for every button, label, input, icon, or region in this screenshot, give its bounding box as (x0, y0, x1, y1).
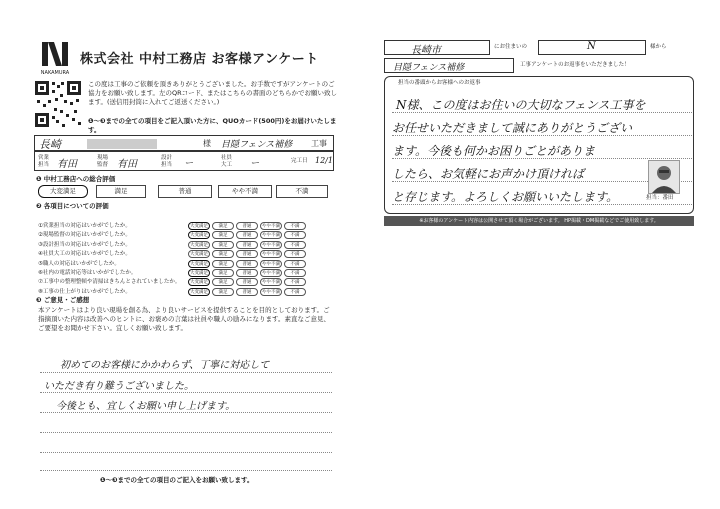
reply-text-line: と存じます。よろしくお願いいたします。 (392, 190, 619, 204)
staff-photo (648, 160, 680, 194)
site-value: 有田 (117, 159, 137, 170)
pill-dissatisfied[interactable]: 不満 (284, 260, 306, 268)
reply-initial: N (587, 41, 596, 52)
staff-name: 番田 (662, 195, 674, 201)
reply-bottom-note: ※お客様のアンケート内容は公開させて頂く場合がございます。 HP掲載・DM掲載などでご使用致します。 (384, 216, 694, 226)
customer-name: 長崎 (39, 138, 61, 151)
logo-text: NAKAMURA (40, 70, 70, 76)
reply-text-line: ます。今後も何かお困りごとがありま (392, 144, 596, 158)
pill-satisfied[interactable]: 満足 (212, 241, 234, 249)
question-text: ②現場監督の対応はいかがでしたか。 (38, 232, 131, 239)
comment-line (40, 452, 332, 453)
pill-dissatisfied[interactable]: 不満 (284, 278, 306, 286)
pill-dissatisfied[interactable]: 不満 (284, 241, 306, 249)
staff-info-row (34, 151, 334, 171)
project-name: 目隠フェンス補修 (221, 140, 293, 150)
reply-city-box (384, 40, 490, 55)
comment-line (40, 470, 332, 471)
question-row (38, 259, 338, 276)
question-row (38, 268, 338, 286)
pill-very-satisfied[interactable]: 大変満足 (190, 252, 208, 258)
comment-handwritten-line: 初めてのお客様にかかわらず、丁寧に対応して (60, 360, 270, 371)
customer-info-row (34, 135, 334, 151)
pill-somewhat-dissatisfied[interactable]: やや不満 (262, 242, 280, 248)
reply-to-label: にお住まいの (494, 44, 528, 50)
pill-dissatisfied[interactable]: 不満 (284, 288, 306, 296)
pill-dissatisfied[interactable]: 不満 (284, 250, 306, 258)
pill-neutral[interactable]: 普通 (236, 250, 258, 258)
customer-suffix: 様 (203, 139, 211, 148)
pill-somewhat-dissatisfied[interactable]: やや不満 (262, 261, 280, 267)
question-text: ④社員大工の対応はいかがでしたか。 (38, 251, 131, 258)
completion-value: 12/1 (315, 156, 333, 165)
pill-neutral[interactable]: 普通 (236, 241, 258, 249)
rating-option-somewhat-dissatisfied[interactable]: やや不満 (218, 185, 272, 198)
pill-somewhat-dissatisfied[interactable]: やや不満 (262, 233, 280, 239)
pill-neutral[interactable]: 普通 (236, 231, 258, 239)
carpenter-value: ー (251, 159, 261, 169)
comment-handwritten-line: 今後とも、宜しくお願い申し上げます。 (56, 401, 236, 412)
pill-very-satisfied[interactable]: 大変満足 (190, 233, 208, 239)
pill-very-satisfied[interactable]: 大変満足 (190, 270, 208, 276)
question-text: ③設計担当の対応はいかがでしたか。 (38, 241, 131, 248)
pill-very-satisfied[interactable]: 大変満足 (190, 261, 208, 267)
pill-very-satisfied[interactable]: 大変満足 (190, 289, 208, 295)
intro-note: ❶〜❸までの全ての項目をご記入頂いた方に、QUOカード(500円)をお届けいたします。 (88, 117, 337, 134)
reply-initial-box (538, 40, 646, 55)
section3-title: ❸ ご意見・ご感想 (36, 296, 90, 304)
reply-text-line: N様、この度はお住いの大切なフェンス工事を (396, 98, 646, 112)
footer-note: ❶〜❸までの全ての項目のご記入をお願い致します。 (100, 476, 254, 484)
comment-line (40, 412, 332, 413)
reply-work-box (384, 58, 514, 73)
rating-option-dissatisfied[interactable]: 不満 (276, 185, 328, 198)
reply-from-label: 様から (650, 44, 667, 50)
pill-satisfied[interactable]: 満足 (212, 231, 234, 239)
question-text: ⑦工事中の整理整頓や清掃はきちんとされていましたか。 (38, 279, 181, 286)
comment-line (40, 432, 332, 433)
pill-dissatisfied[interactable]: 不満 (284, 231, 306, 239)
sales-value: 有田 (57, 159, 77, 170)
pill-satisfied[interactable]: 満足 (212, 222, 234, 230)
sales-label: 営業担当 (38, 155, 50, 168)
pill-dissatisfied[interactable]: 不満 (284, 269, 306, 277)
reply-work: 目隠フェンス補修 (393, 63, 465, 73)
site-label: 現場監督 (97, 155, 109, 168)
reply-text-line: したら、お気軽にお声かけ頂ければ (392, 167, 585, 181)
pill-satisfied[interactable]: 満足 (212, 269, 234, 277)
question-row (38, 221, 338, 239)
staff-label (646, 195, 674, 202)
pill-neutral[interactable]: 普通 (236, 222, 258, 230)
design-value: ー (185, 159, 195, 169)
question-row (38, 212, 338, 229)
pill-somewhat-dissatisfied[interactable]: やや不満 (262, 252, 280, 258)
pill-very-satisfied[interactable]: 大変満足 (190, 224, 208, 229)
rating-option-very-satisfied[interactable]: 大変満足 (38, 185, 88, 198)
rating-pills[interactable] (188, 278, 308, 297)
pill-neutral[interactable]: 普通 (236, 288, 258, 296)
pill-somewhat-dissatisfied[interactable]: やや不満 (262, 289, 280, 295)
carpenter-label: 社員大工 (221, 155, 233, 168)
question-text: ⑧工事の仕上がりはいかがでしたか。 (38, 288, 131, 295)
question-row (38, 278, 338, 295)
pill-satisfied[interactable]: 満足 (212, 250, 234, 258)
qr-code[interactable] (34, 80, 82, 128)
question-row (38, 250, 338, 267)
question-list (38, 212, 338, 295)
staff-label-text: 担当： (646, 195, 663, 201)
rating-option-neutral[interactable]: 普通 (158, 185, 212, 198)
redacted-block (87, 139, 157, 149)
reply-work-note: 工事アンケートのお返事をいただきました！ (520, 62, 630, 68)
pill-satisfied[interactable]: 満足 (212, 278, 234, 286)
rating-option-satisfied[interactable]: 満足 (96, 185, 146, 198)
pill-somewhat-dissatisfied[interactable]: やや不満 (262, 270, 280, 276)
pill-satisfied[interactable]: 満足 (212, 260, 234, 268)
company-logo (38, 40, 72, 74)
section3-note: 本アンケートはより良い現場を創る為、より良いサービスを提供することを目的としております。ご指摘頂いた内容は改善へのヒントに、お褒めの言葉は社員や職人の励みになります。素直なご意見、ご要望をお聞かせ下さい。宜しくお願い致します。 (38, 306, 330, 332)
reply-text-line: お任せいただきまして誠にありがとうござい (392, 121, 633, 135)
pill-neutral[interactable]: 普通 (236, 269, 258, 277)
pill-dissatisfied[interactable]: 不満 (284, 222, 306, 230)
comment-handwritten-line: いただき有り難うございました。 (44, 381, 194, 392)
reply-header: 担当の番頭からお客様へのお返事 (398, 80, 481, 86)
question-row (38, 231, 338, 248)
question-row (38, 240, 338, 258)
pill-neutral[interactable]: 普通 (236, 278, 258, 286)
reply-city: 長崎市 (411, 45, 441, 56)
pill-neutral[interactable]: 普通 (236, 260, 258, 268)
pill-very-satisfied[interactable]: 大変満足 (190, 280, 208, 286)
comment-line (40, 372, 332, 373)
comment-line (40, 392, 332, 393)
pill-somewhat-dissatisfied[interactable]: やや不満 (262, 280, 280, 286)
question-text: ⑤職人の対応はいかがでしたか。 (38, 260, 120, 267)
pill-somewhat-dissatisfied[interactable]: やや不満 (262, 224, 280, 229)
page-title: 株式会社 中村工務店 お客様アンケート (80, 52, 319, 67)
completion-label: 完工日 (291, 158, 308, 164)
pill-satisfied[interactable]: 満足 (212, 288, 234, 296)
design-label: 設計担当 (161, 155, 173, 168)
question-text: ①営業担当の対応はいかがでしたか。 (38, 223, 131, 229)
section2-title: ❷ 各項目についての評価 (36, 202, 109, 210)
section1-title: ❶ 中村工務店への総合評価 (36, 175, 116, 183)
question-text: ⑥社内の電話対応等はいかがでしたか。 (38, 269, 137, 276)
intro-text: この度は工事のご依頼を頂きありがとうございました。お手数ですがアンケートのご協力をお願い致します。左のQRコード、またはこちらの書面のどちらかでお願い致します。(送信用封筒に入れてご返送ください。) (88, 80, 338, 106)
project-suffix: 工事 (311, 139, 327, 148)
pill-very-satisfied[interactable]: 大変満足 (190, 242, 208, 248)
